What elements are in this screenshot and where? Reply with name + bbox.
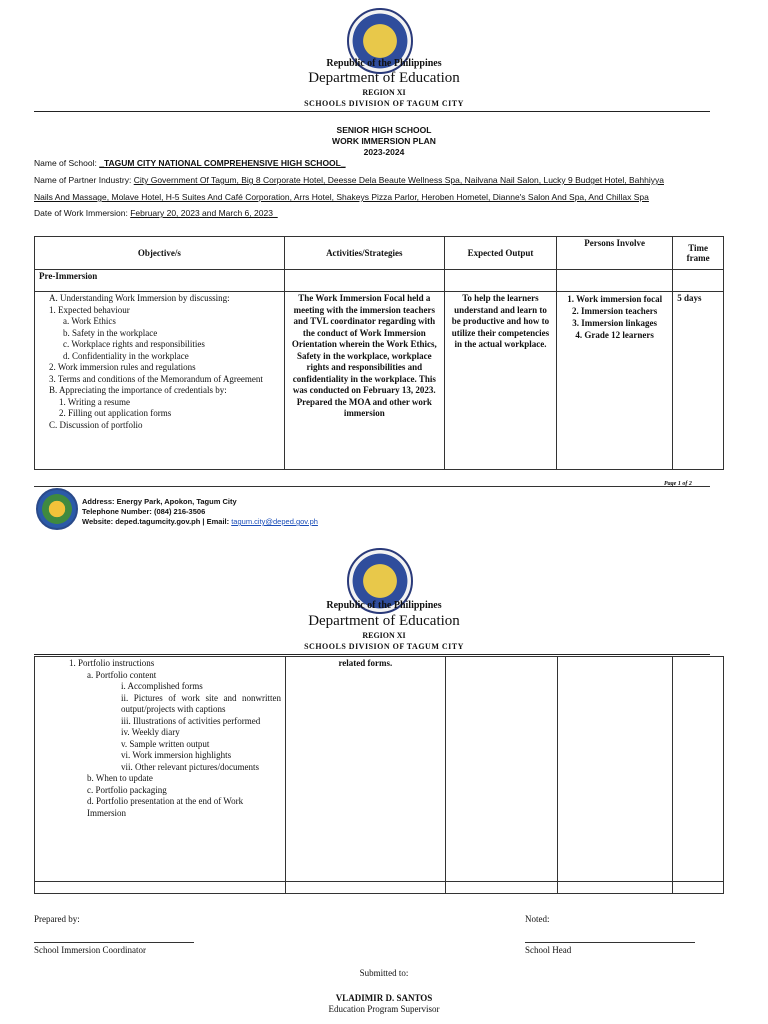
- footer-phone: Telephone Number: (084) 216-3506: [82, 507, 206, 516]
- activities-cell: The Work Immersion Focal held a meeting with the immersion teachers and TVL coordinator regarding with the conduct of Work Immersion Orientation wherein the Work Ethics, Safety in the workplace, workplace rights and responsibilities and confidentiality in the workplace. This was conducted on February 13, 2023. Prepared the MOA and other work immersion: [284, 292, 444, 470]
- partner-label: Name of Partner Industry:: [34, 175, 132, 185]
- school-info: [34, 158, 346, 168]
- footer-address: Address: Energy Park, Apokon, Tagum City: [82, 497, 237, 506]
- objective-item: 3. Terms and conditions of the Memorandum of Agreement: [49, 373, 263, 384]
- region-line: REGION XI: [362, 631, 406, 640]
- immersion-plan-table: [34, 236, 724, 470]
- section-pre-immersion: Pre-Immersion: [35, 270, 285, 292]
- header-rule: [34, 111, 710, 112]
- division-line: SCHOOLS DIVISION OF TAGUM CITY: [304, 99, 464, 108]
- noted-signature-line: [525, 942, 695, 943]
- partner-value-1: City Government Of Tagum, Big 8 Corporate Hotel, Deesse Dela Beaute Wellness Spa, Nailvana Nail Salon, Lucky 9 Budget Hotel, Bahhiyya: [133, 175, 664, 185]
- objective-item: c. Portfolio packaging: [87, 784, 167, 795]
- objective-item: iv. Weekly diary: [121, 727, 180, 737]
- title-line-1: SENIOR HIGH SCHOOL: [336, 125, 432, 135]
- prepared-label: Prepared by:: [34, 914, 80, 924]
- col-output: Expected Output: [444, 237, 556, 270]
- objectives-list: [39, 293, 280, 431]
- objective-item: ii. Pictures of work site and nonwritten output/projects with captions: [121, 692, 282, 714]
- submitted-name: VLADIMIR D. SANTOS: [335, 993, 433, 1003]
- page-number: Page 1 of 2: [664, 481, 692, 487]
- objective-item: 2. Work immersion rules and regulations: [49, 362, 196, 372]
- objectives-cell: [35, 657, 286, 882]
- objective-item: c. Workplace rights and responsibilities: [63, 339, 205, 349]
- objective-item: i. Accomplished forms: [121, 681, 203, 691]
- col-persons: Persons Involve: [557, 237, 673, 270]
- activities-cell: related forms.: [286, 657, 446, 882]
- person-item: 3. Immersion linkages: [572, 318, 658, 328]
- objective-item: B. Appreciating the importance of credentials by:: [49, 385, 227, 395]
- objective-item: vi. Work immersion highlights: [121, 750, 232, 760]
- col-activities: Activities/Strategies: [284, 237, 444, 270]
- date-info: [34, 208, 278, 218]
- date-label: Date of Work Immersion:: [34, 208, 128, 218]
- immersion-plan-table-cont: [34, 656, 724, 894]
- footer-info: [82, 497, 318, 527]
- noted-role: School Head: [525, 945, 572, 955]
- objective-item: 1. Writing a resume: [59, 396, 130, 407]
- prepared-signature-line: [34, 942, 194, 943]
- submitted-label: Submitted to:: [359, 968, 409, 978]
- school-value: _TAGUM CITY NATIONAL COMPREHENSIVE HIGH SCHOOL_: [99, 158, 346, 168]
- partner-info-cont: [34, 192, 649, 202]
- time-cell: 5 days: [673, 292, 724, 470]
- republic-line: Republic of the Philippines: [326, 600, 442, 611]
- noted-label: Noted:: [525, 914, 550, 924]
- footer-rule: [34, 486, 710, 487]
- footer-website: Website: deped.tagumcity.gov.ph | Email:: [82, 517, 230, 526]
- prepared-role: School Immersion Coordinator: [34, 945, 146, 955]
- objective-item: vii. Other relevant pictures/documents: [121, 761, 259, 772]
- portfolio-list: [39, 658, 281, 819]
- submitted-role: Education Program Supervisor: [328, 1004, 440, 1014]
- col-objectives: Objective/s: [35, 237, 285, 270]
- objective-item: d. Confidentiality in the workplace: [63, 350, 189, 361]
- person-item: 2. Immersion teachers: [572, 306, 658, 316]
- school-label: Name of School:: [34, 158, 97, 168]
- region-line: REGION XI: [362, 88, 406, 97]
- objective-item: a. Work Ethics: [63, 316, 116, 326]
- objective-item: A. Understanding Work Immersion by discussing:: [49, 293, 230, 303]
- objective-item: 1. Portfolio instructions: [69, 658, 155, 668]
- col-time: Time frame: [673, 237, 724, 270]
- objective-item: v. Sample written output: [121, 738, 210, 749]
- objective-item: iii. Illustrations of activities performed: [121, 715, 261, 726]
- header-rule: [34, 654, 710, 655]
- division-logo: [36, 488, 78, 530]
- person-item: 1. Work immersion focal: [567, 294, 663, 304]
- objective-item: 2. Filling out application forms: [59, 408, 172, 418]
- republic-line: Republic of the Philippines: [326, 58, 442, 69]
- footer-email-link[interactable]: tagum.city@deped.gov.ph: [231, 517, 318, 526]
- title-line-2: WORK IMMERSION PLAN: [332, 136, 436, 146]
- partner-value-2: Nails And Massage, Molave Hotel, H-5 Suites And Café Corporation, Arrs Hotel, Shakeys Pizza Parlor, Heroben Hometel, Dianne's Salon And Spa, And Chillax Spa: [34, 192, 649, 202]
- title-line-3: 2023-2024: [363, 147, 405, 157]
- department-title: Department of Education: [308, 613, 460, 629]
- persons-cell: [557, 292, 673, 470]
- objective-item: C. Discussion of portfolio: [49, 419, 143, 430]
- person-item: 4. Grade 12 learners: [575, 330, 654, 340]
- objective-item: b. When to update: [87, 773, 153, 783]
- objective-item: d. Portfolio presentation at the end of Work Immersion: [87, 796, 244, 818]
- objective-item: b. Safety in the workplace: [63, 327, 158, 338]
- date-value: February 20, 2023 and March 6, 2023_: [130, 208, 278, 218]
- objectives-cell: [35, 292, 285, 470]
- division-line: SCHOOLS DIVISION OF TAGUM CITY: [304, 642, 464, 651]
- output-cell: To help the learners understand and learn to be productive and how to utilize their competencies in the actual workplace.: [444, 292, 556, 470]
- objective-item: 1. Expected behaviour: [49, 304, 130, 315]
- department-title: Department of Education: [308, 70, 460, 86]
- objective-item: a. Portfolio content: [87, 669, 157, 680]
- partner-info: [34, 175, 664, 185]
